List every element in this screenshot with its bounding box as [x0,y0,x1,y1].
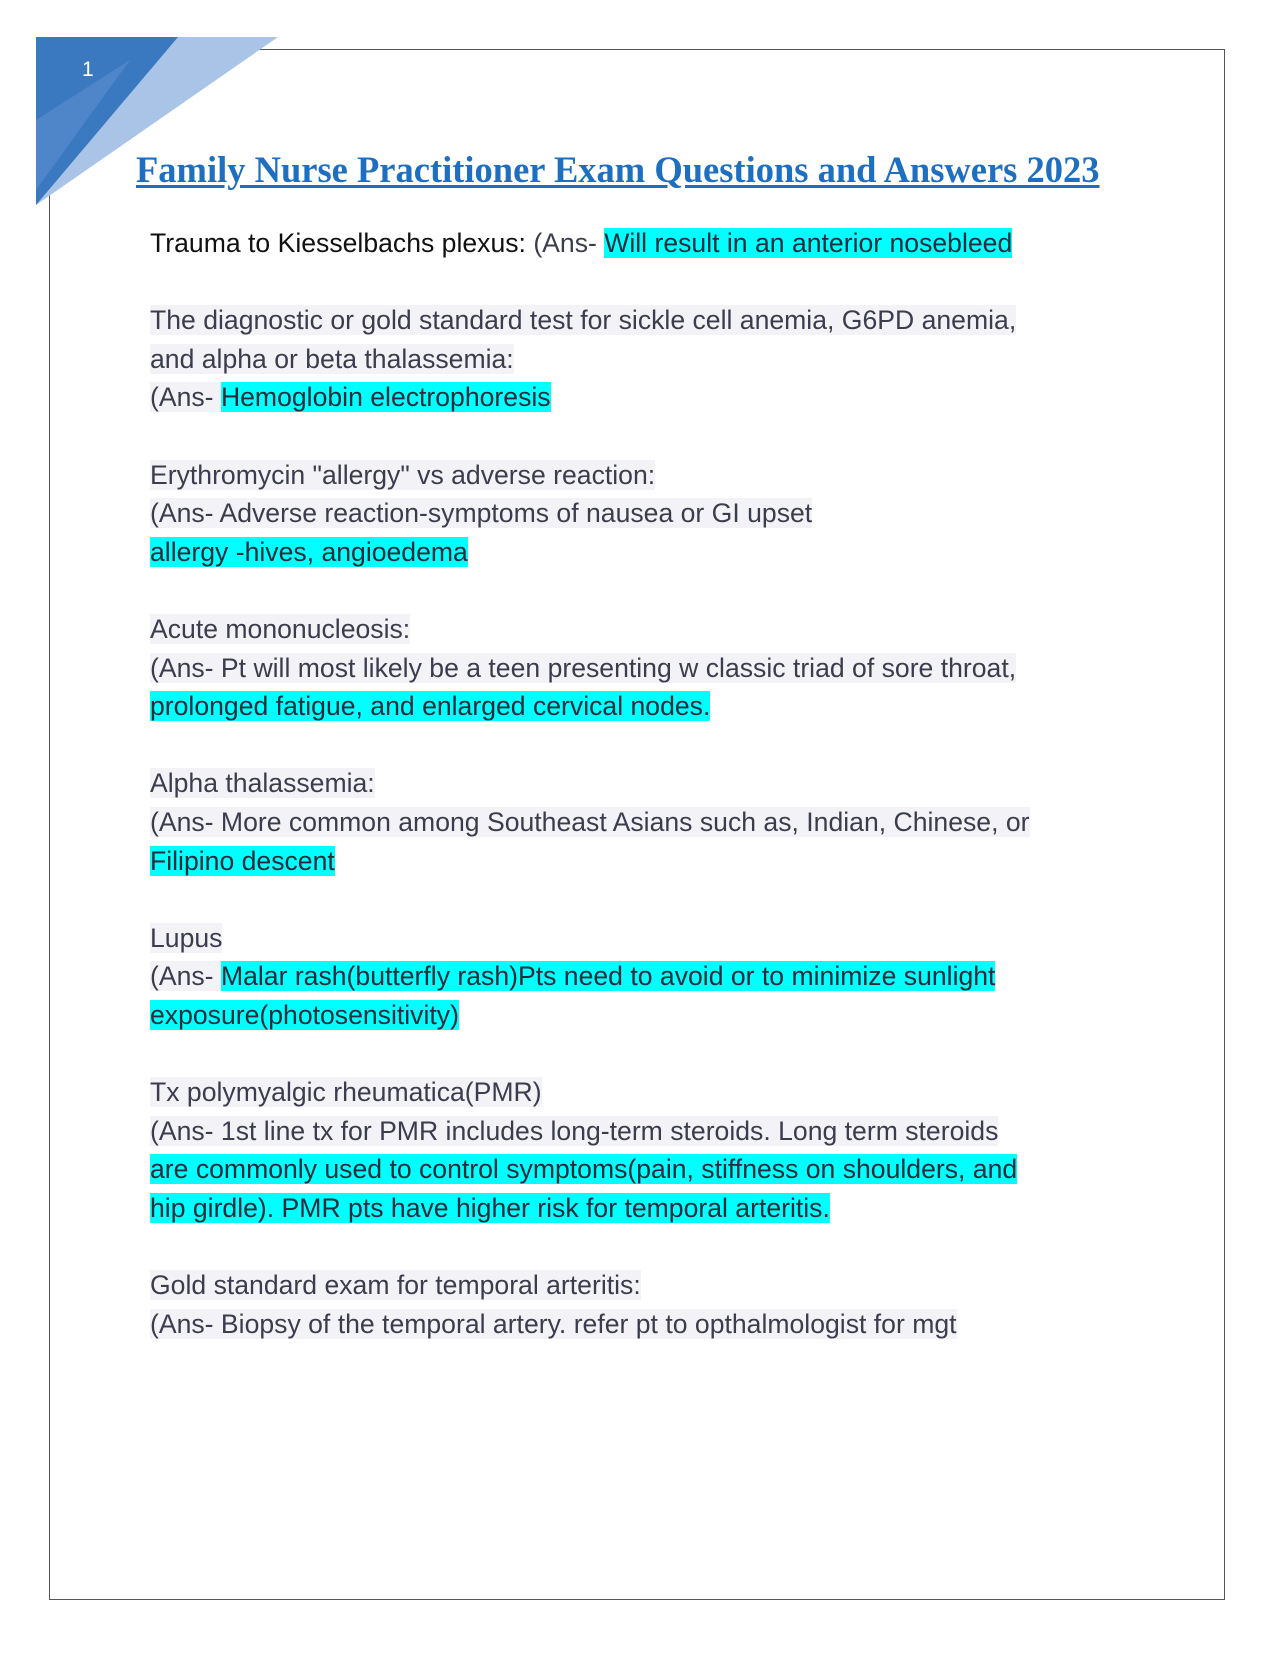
qa-text: Acute mononucleosis: [150,613,411,644]
highlighted-answer-text: are commonly used to control symptoms(pain, stiffness on shoulders, and [150,1154,1018,1185]
qa-line [150,649,1160,688]
qa-line [150,687,1160,726]
qa-line [150,957,1160,996]
qa-text: (Ans- [150,382,221,413]
highlighted-answer-text: allergy -hives, angioedema [150,536,468,567]
qa-text: and alpha or beta thalassemia: [150,343,514,374]
qa-line [150,803,1160,842]
highlighted-answer-text: hip girdle). PMR pts have higher risk for temporal arteritis. [150,1192,830,1223]
qa-text: Erythromycin "allergy" vs adverse reaction: [150,459,656,490]
highlighted-answer-text: exposure(photosensitivity) [150,999,459,1030]
qa-text: (Ans- Adverse reaction-symptoms of nausea or GI upset [150,498,813,529]
qa-text: Tx polymyalgic rheumatica(PMR) [150,1077,542,1108]
highlighted-answer-text: Will result in an anterior nosebleed [604,228,1013,258]
qa-line [150,610,1160,649]
highlighted-answer-text: Malar rash(butterfly rash)Pts need to avoid or to minimize sunlight [220,961,996,992]
qa-item [150,1073,1160,1227]
qa-line [150,764,1160,803]
qa-line [150,1150,1160,1189]
qa-text: (Ans- Pt will most likely be a teen presenting w classic triad of sore throat, [150,652,1017,683]
qa-line [150,919,1160,958]
qa-line [150,1112,1160,1151]
qa-line [150,842,1160,881]
qa-line [150,1073,1160,1112]
qa-list [150,224,1160,1382]
highlighted-answer-text: Hemoglobin electrophoresis [220,382,551,413]
qa-text: Trauma to Kiesselbachs plexus: [150,228,526,258]
qa-text: (Ans- 1st line tx for PMR includes long-term steroids. Long term steroids [150,1115,999,1146]
qa-item [150,224,1160,263]
qa-text: (Ans- More common among Southeast Asians such as, Indian, Chinese, or [150,806,1030,837]
qa-line [150,1189,1160,1228]
qa-item [150,1266,1160,1343]
qa-text: (Ans- [150,961,221,992]
qa-text: Alpha thalassemia: [150,768,375,799]
highlighted-answer-text: prolonged fatigue, and enlarged cervical nodes. [150,691,711,722]
highlighted-answer-text: Filipino descent [150,845,335,876]
qa-item [150,919,1160,1035]
qa-item [150,301,1160,417]
qa-text: Gold standard exam for temporal arteritis: [150,1270,641,1301]
qa-item [150,764,1160,880]
qa-line [150,340,1160,379]
qa-line [150,494,1160,533]
document-title: Family Nurse Practitioner Exam Questions and Answers 2023 [136,149,1100,190]
qa-line [150,996,1160,1035]
qa-line [150,224,1160,263]
qa-line [150,1266,1160,1305]
corner-decoration [0,0,300,230]
qa-text: Lupus [150,922,223,953]
qa-line [150,301,1160,340]
qa-line [150,533,1160,572]
page-number: 1 [82,58,94,81]
qa-line [150,1305,1160,1344]
qa-item [150,456,1160,572]
qa-text: (Ans- [525,228,605,258]
qa-text: The diagnostic or gold standard test for sickle cell anemia, G6PD anemia, [150,305,1017,336]
qa-line [150,456,1160,495]
qa-line [150,378,1160,417]
qa-item [150,610,1160,726]
qa-text: (Ans- Biopsy of the temporal artery. refer pt to opthalmologist for mgt [150,1308,957,1339]
